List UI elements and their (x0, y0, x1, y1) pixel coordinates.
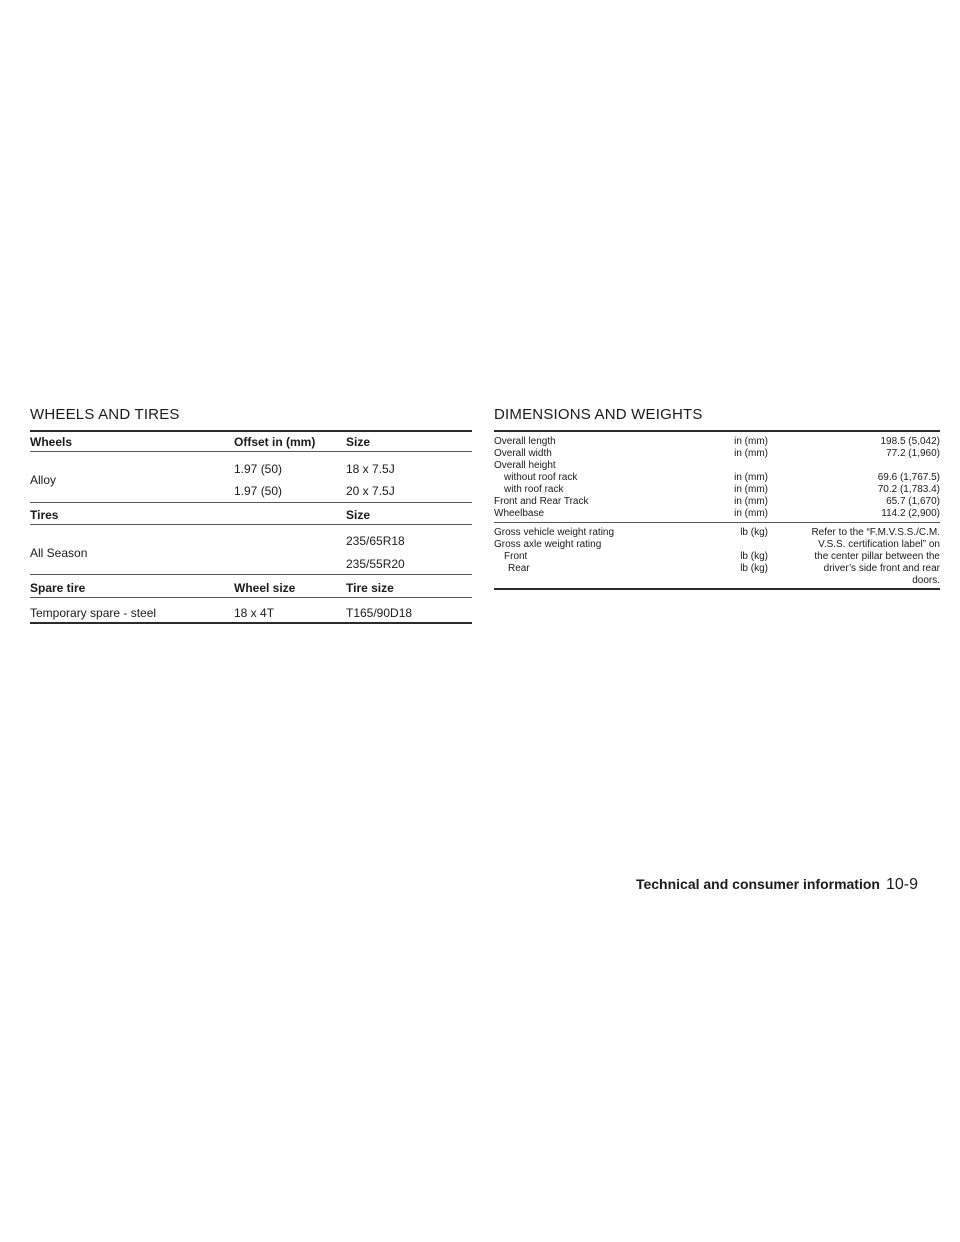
dimensions-weights-title: DIMENSIONS AND WEIGHTS (494, 406, 703, 423)
dimension-row (494, 484, 940, 496)
wheel-offset: 1.97 (50) (234, 484, 283, 498)
dimension-value: 114.2 (2,900) (881, 508, 940, 519)
dimension-value: 65.7 (1,670) (886, 496, 940, 507)
dimension-label: Front and Rear Track (494, 496, 589, 507)
weight-label: Rear (508, 563, 530, 574)
spare-tire-header: Spare tire (30, 581, 86, 595)
dimension-unit: in (mm) (734, 436, 768, 447)
dimension-label: Overall width (494, 448, 552, 459)
note-line: doors. (912, 575, 940, 586)
divider (494, 430, 940, 432)
tire-size: 235/65R18 (346, 534, 405, 548)
weight-unit: lb (kg) (740, 563, 768, 574)
note-line: driver’s side front and rear (823, 563, 940, 574)
wheel-size: 18 x 7.5J (346, 462, 395, 476)
spare-tire-size-header: Tire size (346, 581, 394, 595)
note-line: Refer to the “F.M.V.S.S./C.M. (811, 527, 940, 538)
dimension-value: 70.2 (1,783.4) (877, 484, 940, 495)
divider (494, 522, 940, 523)
page-number: 10-9 (885, 876, 918, 893)
footer-section-title: Technical and consumer information (635, 876, 880, 892)
dimension-label: Wheelbase (494, 508, 545, 519)
tire-type-all-season: All Season (30, 546, 88, 560)
offset-header: Offset in (mm) (234, 435, 316, 449)
spare-wheel-size: 18 x 4T (234, 606, 275, 620)
dimension-value: 69.6 (1,767.5) (877, 472, 940, 483)
weight-label: Gross vehicle weight rating (494, 527, 615, 538)
dimension-row (494, 508, 940, 520)
dimension-unit: in (mm) (734, 472, 768, 483)
divider (30, 524, 472, 525)
divider (30, 502, 472, 503)
wheels-tires-title: WHEELS AND TIRES (30, 406, 180, 423)
tire-size: 235/55R20 (346, 557, 405, 571)
dimension-row (494, 460, 940, 472)
dimension-unit: in (mm) (734, 448, 768, 459)
wheel-type-alloy: Alloy (30, 473, 57, 487)
dimension-row (494, 436, 940, 448)
size-header: Size (346, 435, 371, 449)
wheel-offset: 1.97 (50) (234, 462, 283, 476)
wheel-size: 20 x 7.5J (346, 484, 395, 498)
note-line: V.S.S. certification label” on (818, 539, 940, 550)
dimension-unit: in (mm) (734, 508, 768, 519)
spare-wheel-size-header: Wheel size (234, 581, 296, 595)
dimension-row (494, 448, 940, 460)
wheels-header: Wheels (30, 435, 73, 449)
note-line: the center pillar between the (814, 551, 940, 562)
dimension-label: with roof rack (504, 484, 564, 495)
dimension-unit: in (mm) (734, 496, 768, 507)
divider (30, 574, 472, 575)
dimension-value: 198.5 (5,042) (880, 436, 940, 447)
weight-rating-note (772, 527, 940, 587)
weight-unit: lb (kg) (740, 551, 768, 562)
dimension-row (494, 472, 940, 484)
dimension-value: 77.2 (1,960) (886, 448, 940, 459)
divider (30, 597, 472, 598)
tires-header: Tires (30, 508, 59, 522)
tire-size-header: Size (346, 508, 371, 522)
spare-tire-type: Temporary spare - steel (30, 606, 157, 620)
page-footer (636, 876, 918, 894)
divider (30, 430, 472, 432)
dimension-row (494, 496, 940, 508)
spare-tire-size: T165/90D18 (346, 606, 413, 620)
weight-unit: lb (kg) (740, 527, 768, 538)
dimension-label: Overall height (494, 460, 556, 471)
weight-label: Gross axle weight rating (494, 539, 602, 550)
weight-label: Front (504, 551, 528, 562)
divider (30, 622, 472, 624)
dimension-label: Overall length (494, 436, 556, 447)
divider (30, 451, 472, 452)
divider (494, 588, 940, 590)
dimension-unit: in (mm) (734, 484, 768, 495)
dimension-label: without roof rack (504, 472, 578, 483)
